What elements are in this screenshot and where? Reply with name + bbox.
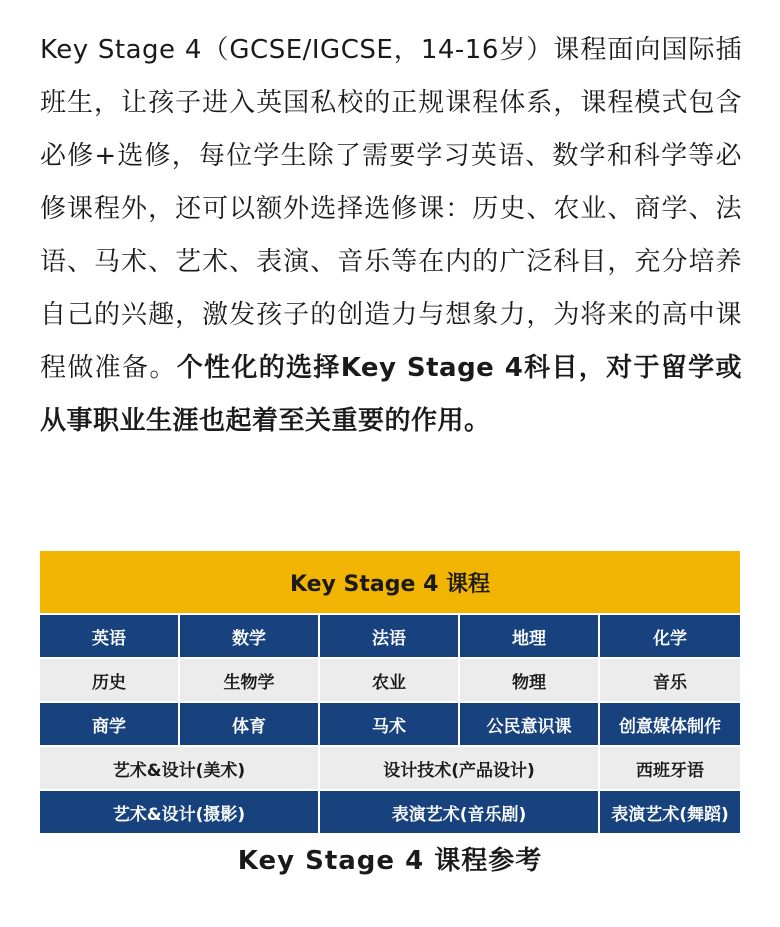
table-cell: 历史 xyxy=(40,657,180,701)
table-cell: 生物学 xyxy=(180,657,320,701)
table-cell: 创意媒体制作 xyxy=(600,701,740,745)
table-cell: 化学 xyxy=(600,613,740,657)
table-cell: 马术 xyxy=(320,701,460,745)
table-cell: 地理 xyxy=(460,613,600,657)
table-cell: 表演艺术(舞蹈) xyxy=(600,789,740,833)
table-cell: 商学 xyxy=(40,701,180,745)
table-cell: 音乐 xyxy=(600,657,740,701)
table-row xyxy=(40,701,740,745)
table-cell: 物理 xyxy=(460,657,600,701)
table-row xyxy=(40,613,740,657)
table-cell: 表演艺术(音乐剧) xyxy=(320,789,600,833)
course-table xyxy=(40,551,740,833)
table-cell: 农业 xyxy=(320,657,460,701)
table-row xyxy=(40,657,740,701)
table-row xyxy=(40,789,740,833)
table-cell: 设计技术(产品设计) xyxy=(320,745,600,789)
table-cell: 英语 xyxy=(40,613,180,657)
table-cell: 体育 xyxy=(180,701,320,745)
intro-bold-text: 个性化的选择Key Stage 4科目，对于留学或从事职业生涯也起着至关重要的作用。 xyxy=(40,353,742,436)
table-caption: Key Stage 4 课程参考 xyxy=(237,846,543,876)
intro-paragraph xyxy=(40,24,742,448)
table-cell: 公民意识课 xyxy=(460,701,600,745)
intro-text: Key Stage 4（GCSE/IGCSE，14-16岁）课程面向国际插班生，让孩子进入英国私校的正规课程体系，课程模式包含必修+选修，每位学生除了需要学习英语、数学和科学等必修课程外，还可以额外选择选修课：历史、农业、商学、法语、马术、艺术、表演、音乐等在内的广泛科目，充分培养自己的兴趣，激发孩子的创造力与想象力，为将来的高中课程做准备。 xyxy=(40,35,742,383)
table-cell: 数学 xyxy=(180,613,320,657)
table-row xyxy=(40,745,740,789)
table-cell: 法语 xyxy=(320,613,460,657)
table-cell: 艺术&设计(美术) xyxy=(40,745,320,789)
table-cell: 艺术&设计(摄影) xyxy=(40,789,320,833)
table-title: Key Stage 4 课程 xyxy=(40,551,740,613)
table-cell: 西班牙语 xyxy=(600,745,740,789)
